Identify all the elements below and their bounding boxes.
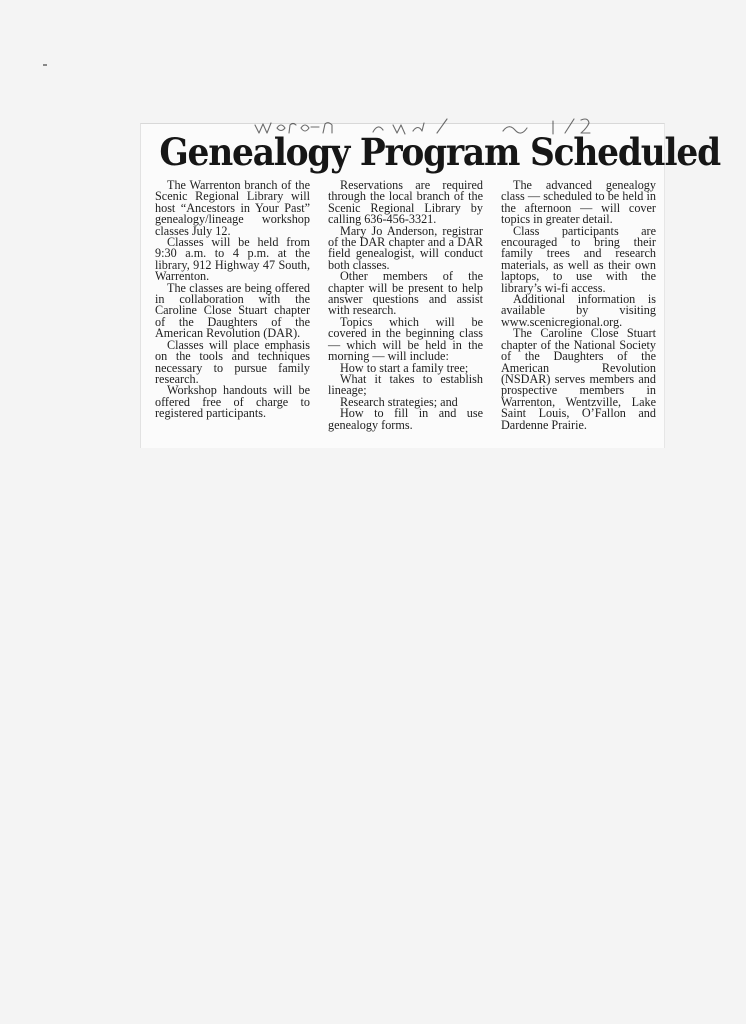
article-paragraph: Workshop handouts will be offered free of charge to registered participants. [155,383,310,421]
article-paragraph: Other members of the chapter will be present to help answer questions and assist with research. [328,269,483,318]
article-paragraph: The advanced genealogy class — scheduled to be held in the afternoon — will cover topics in greater detail. [501,180,656,227]
article-paragraph: Reservations are required through the local branch of the Scenic Regional Library by calling 636-456-3321. [328,180,483,227]
article-body [155,180,659,448]
article-column-1 [155,180,310,448]
newspaper-clipping [140,123,720,448]
article-column-3 [501,180,656,448]
article-paragraph: The Warrenton branch of the Scenic Regional Library will host “Ancestors in Your Past” genealogy/lineage workshop classes July 12. [155,180,310,238]
page-speck [43,64,47,66]
article-paragraph: Mary Jo Anderson, registrar of the DAR chapter and a DAR field genealogist, will conduct both classes. [328,223,483,272]
article-headline: Genealogy Program Scheduled [159,130,720,174]
article-paragraph: Class participants are encouraged to bring their family trees and research materials, as well as their own laptops, to use with the library’s wi-fi access. [501,223,656,295]
article-paragraph: Classes will place emphasis on the tools and techniques necessary to pursue family research. [155,337,310,386]
article-paragraph: Classes will be held from 9:30 a.m. to 4 p.m. at the library, 912 Highway 47 South, Warrenton. [155,235,310,284]
article-list-item: Research strategies; and [340,394,458,409]
article-paragraph: Topics which will be covered in the beginning class — which will be held in the morning — will include: [328,314,483,364]
article-paragraph: Additional information is available by visiting www.scenicregional.org. [501,292,656,329]
article-list-item: How to start a family tree; [340,360,469,375]
article-list-item: How to fill in and use genealogy forms. [328,406,483,432]
article-list-item: What it takes to establish lineage; [328,371,483,398]
article-column-2 [328,180,483,448]
article-paragraph: The Caroline Close Stuart chapter of the National Society of the Daughters of the American Revolution (NSDAR) serves members and prospective members in Warrenton, Wentzville, Lake Saint Louis, O’Fallon and Dardenne Prairie. [501,326,656,432]
article-paragraph: The classes are being offered in collaboration with the Caroline Close Stuart chapter of the Daughters of the American Revolution (DAR). [155,280,310,341]
